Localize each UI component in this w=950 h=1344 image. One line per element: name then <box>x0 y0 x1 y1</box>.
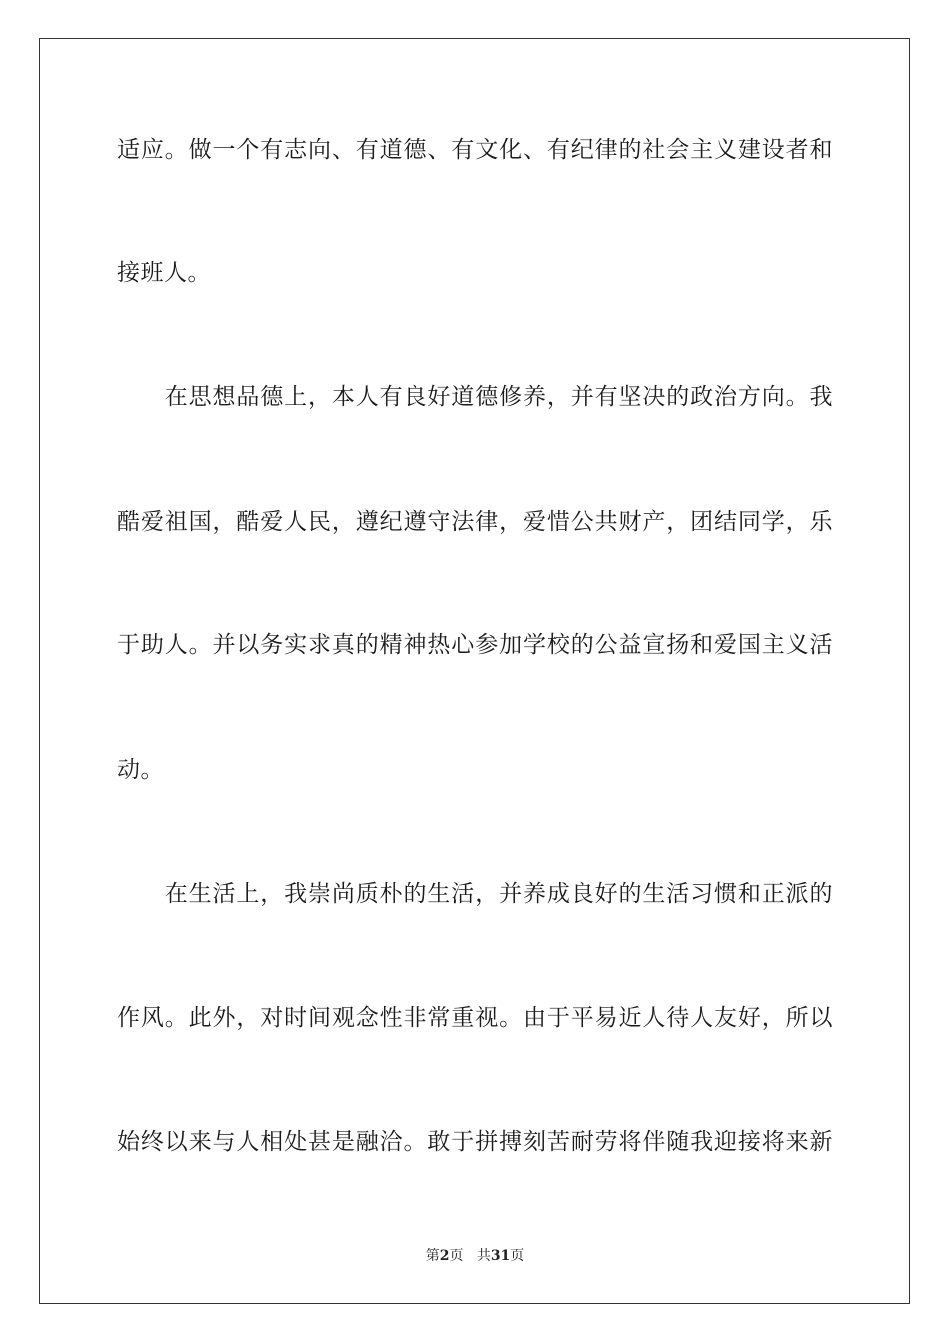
body-line-1: 适应。做一个有志向、有道德、有文化、有纪律的社会主义建设者和 <box>117 137 833 163</box>
body-line-7: 在生活上，我崇尚质朴的生活，并养成良好的生活习惯和正派的 <box>117 881 833 907</box>
body-line-9: 始终以来与人相处甚是融洽。敢于拼搏刻苦耐劳将伴随我迎接将来新 <box>117 1129 833 1155</box>
body-line-3: 在思想品德上，本人有良好道德修养，并有坚决的政治方向。我 <box>117 384 833 410</box>
body-line-5: 于助人。并以务实求真的精神热心参加学校的公益宣扬和爱国主义活 <box>117 632 833 658</box>
page-frame <box>39 38 910 1304</box>
footer-total-pages: 31 <box>490 1248 511 1264</box>
body-line-8: 作风。此外，对时间观念性非常重视。由于平易近人待人友好，所以 <box>117 1005 833 1031</box>
footer-page-number: 2 <box>439 1248 450 1264</box>
body-line-6: 动。 <box>117 757 164 783</box>
body-line-2: 接班人。 <box>117 260 211 286</box>
body-line-4: 酷爱祖国，酷爱人民，遵纪遵守法律，爱惜公共财产，团结同学，乐 <box>117 509 833 535</box>
page-footer <box>0 1246 950 1266</box>
footer-total-prefix: 共 <box>476 1248 491 1264</box>
footer-total-suffix: 页 <box>510 1248 525 1264</box>
footer-prefix: 第 <box>425 1248 440 1264</box>
footer-page-suffix: 页 <box>449 1248 464 1264</box>
